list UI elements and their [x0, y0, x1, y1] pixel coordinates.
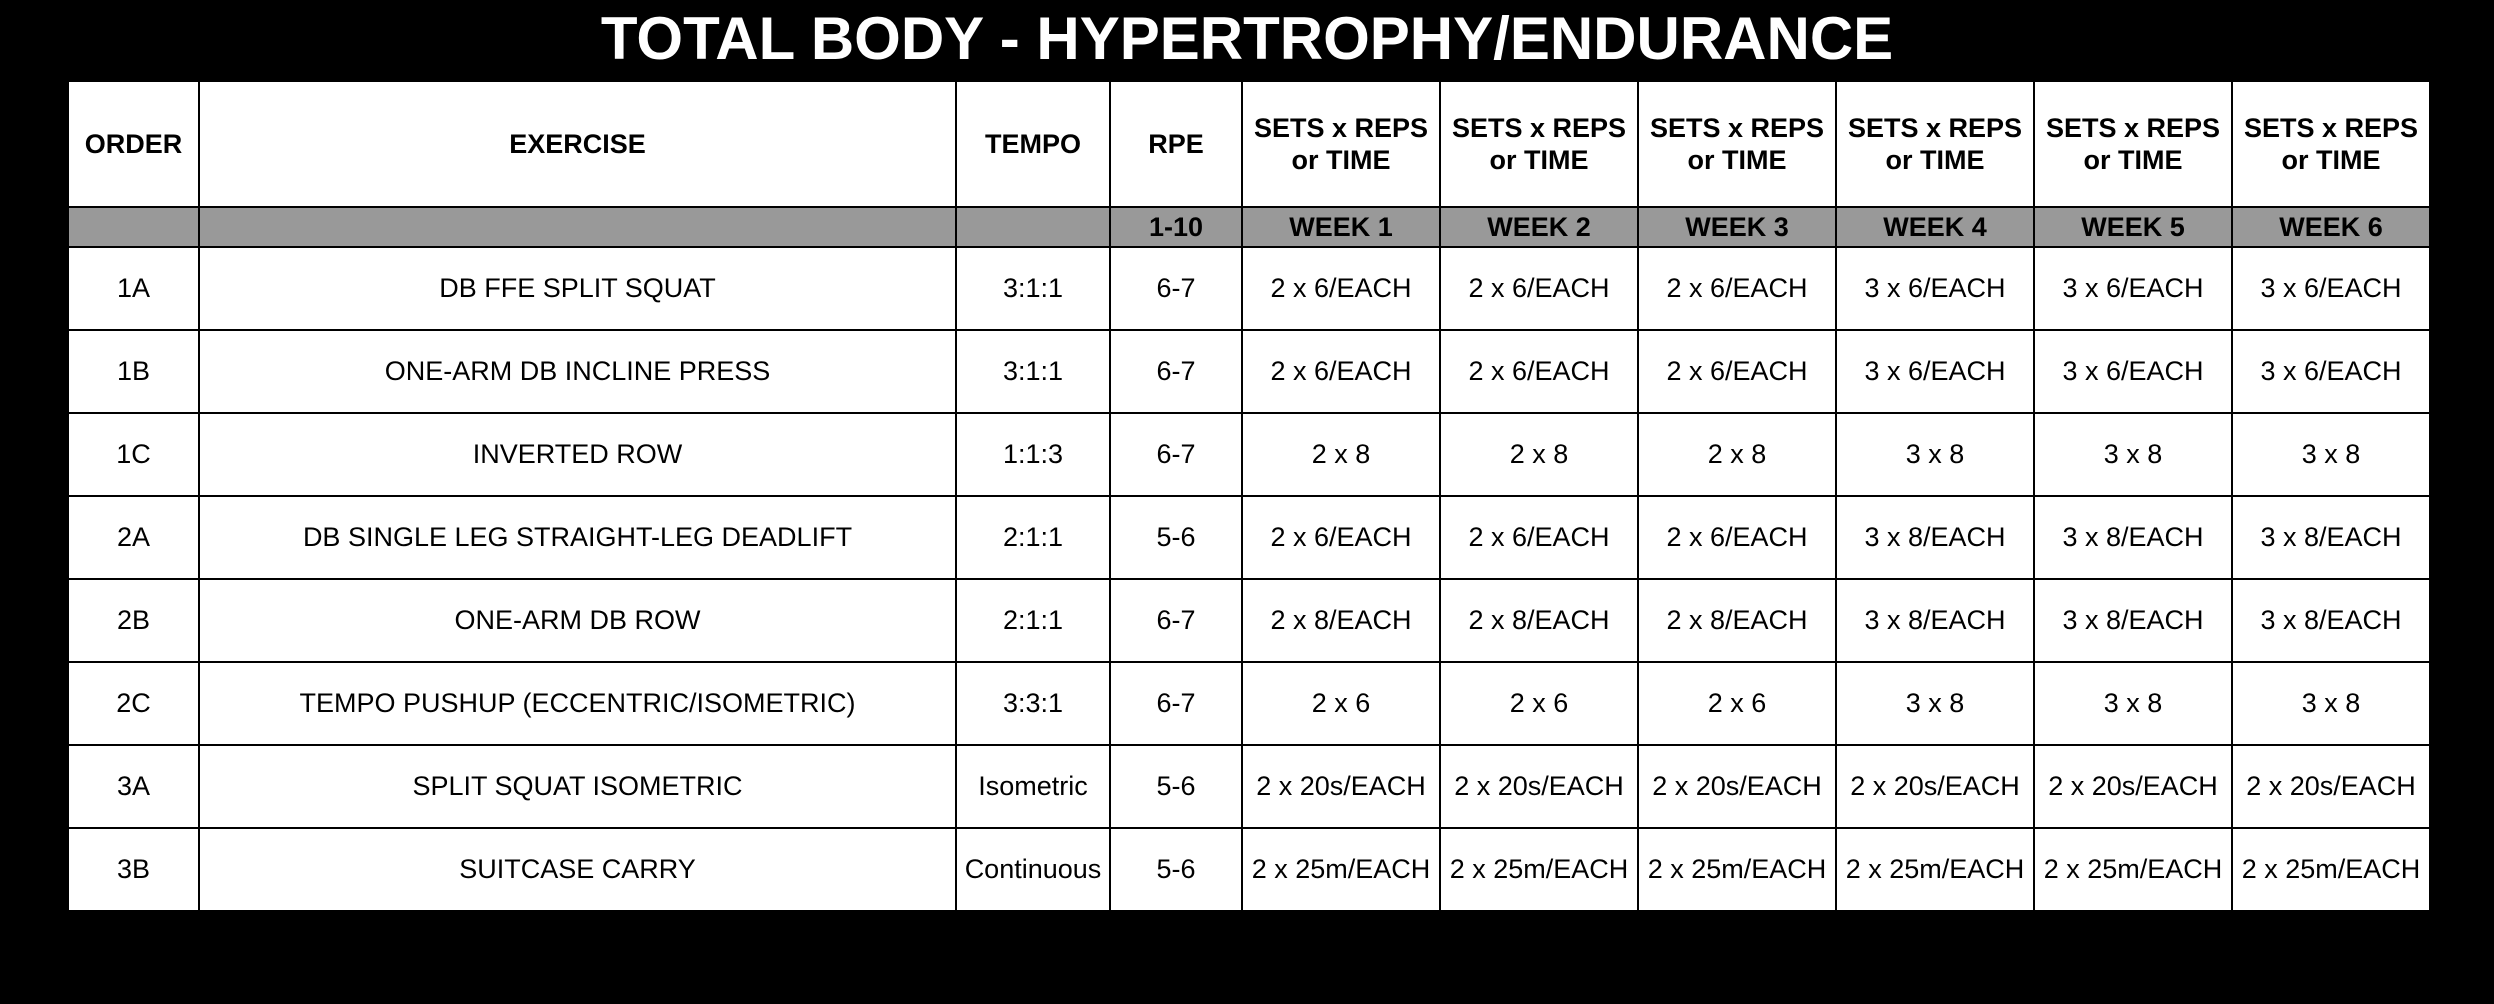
- week-label-5: WEEK 5: [2034, 207, 2232, 247]
- table-row: [68, 330, 2430, 413]
- week-5-cell: 2 x 25m/EACH: [2034, 828, 2232, 911]
- week-5-cell: 3 x 8: [2034, 413, 2232, 496]
- column-header-sets-week-2: [1440, 81, 1638, 207]
- rpe-cell: 5-6: [1110, 745, 1242, 828]
- week-6-cell: 3 x 8: [2232, 413, 2430, 496]
- order-cell: 1A: [68, 247, 199, 330]
- week-2-cell: 2 x 20s/EACH: [1440, 745, 1638, 828]
- week-5-cell: 2 x 20s/EACH: [2034, 745, 2232, 828]
- column-header-exercise: EXERCISE: [199, 81, 956, 207]
- column-header-sets-week-1: [1242, 81, 1440, 207]
- week-2-cell: 2 x 6/EACH: [1440, 247, 1638, 330]
- week-4-cell: 3 x 6/EACH: [1836, 330, 2034, 413]
- tempo-cell: Continuous: [956, 828, 1110, 911]
- tempo-cell: 2:1:1: [956, 579, 1110, 662]
- week-3-cell: 2 x 25m/EACH: [1638, 828, 1836, 911]
- sets-header-line1: SETS x REPS: [1847, 113, 2023, 143]
- rpe-cell: 6-7: [1110, 662, 1242, 745]
- order-cell: 3A: [68, 745, 199, 828]
- column-header-tempo: TEMPO: [956, 81, 1110, 207]
- column-header-sets-week-3: [1638, 81, 1836, 207]
- sets-header-line2: or TIME: [1885, 145, 1985, 175]
- sets-header-line1: SETS x REPS: [1451, 113, 1627, 143]
- sets-header-line2: or TIME: [1291, 145, 1391, 175]
- table-row: [68, 828, 2430, 911]
- week-header-row: [68, 207, 2430, 247]
- week-3-cell: 2 x 6/EACH: [1638, 496, 1836, 579]
- week-label-1: WEEK 1: [1242, 207, 1440, 247]
- sets-header-line2: or TIME: [1489, 145, 1589, 175]
- week-3-cell: 2 x 6: [1638, 662, 1836, 745]
- table-row: [68, 413, 2430, 496]
- exercise-cell: SPLIT SQUAT ISOMETRIC: [199, 745, 956, 828]
- rpe-cell: 5-6: [1110, 496, 1242, 579]
- week-4-cell: 2 x 25m/EACH: [1836, 828, 2034, 911]
- order-cell: 2B: [68, 579, 199, 662]
- week-3-cell: 2 x 6/EACH: [1638, 247, 1836, 330]
- week-2-cell: 2 x 6: [1440, 662, 1638, 745]
- week-label-6: WEEK 6: [2232, 207, 2430, 247]
- week-label-2: WEEK 2: [1440, 207, 1638, 247]
- week-5-cell: 3 x 8: [2034, 662, 2232, 745]
- exercise-cell: ONE-ARM DB ROW: [199, 579, 956, 662]
- rpe-cell: 5-6: [1110, 828, 1242, 911]
- tempo-cell: 3:3:1: [956, 662, 1110, 745]
- column-header-rpe: RPE: [1110, 81, 1242, 207]
- week-6-cell: 2 x 25m/EACH: [2232, 828, 2430, 911]
- week-6-cell: 3 x 8/EACH: [2232, 579, 2430, 662]
- sets-header-line1: SETS x REPS: [2045, 113, 2221, 143]
- tempo-cell: 1:1:3: [956, 413, 1110, 496]
- table-row: [68, 247, 2430, 330]
- rpe-cell: 6-7: [1110, 330, 1242, 413]
- page-title: TOTAL BODY - HYPERTROPHY/ENDURANCE: [600, 5, 1894, 72]
- rpe-cell: 6-7: [1110, 579, 1242, 662]
- column-header-order: ORDER: [68, 81, 199, 207]
- column-header-sets-week-5: [2034, 81, 2232, 207]
- exercise-cell: TEMPO PUSHUP (ECCENTRIC/ISOMETRIC): [199, 662, 956, 745]
- tempo-cell: Isometric: [956, 745, 1110, 828]
- week-4-cell: 3 x 8: [1836, 413, 2034, 496]
- exercise-cell: INVERTED ROW: [199, 413, 956, 496]
- rpe-cell: 6-7: [1110, 413, 1242, 496]
- order-cell: 2C: [68, 662, 199, 745]
- week-1-cell: 2 x 8/EACH: [1242, 579, 1440, 662]
- week-2-cell: 2 x 25m/EACH: [1440, 828, 1638, 911]
- week-2-cell: 2 x 8: [1440, 413, 1638, 496]
- week-label-4: WEEK 4: [1836, 207, 2034, 247]
- week-6-cell: 3 x 8: [2232, 662, 2430, 745]
- week-1-cell: 2 x 6/EACH: [1242, 496, 1440, 579]
- sets-header-line2: or TIME: [2083, 145, 2183, 175]
- order-cell: 1B: [68, 330, 199, 413]
- week-3-cell: 2 x 20s/EACH: [1638, 745, 1836, 828]
- week-1-cell: 2 x 6: [1242, 662, 1440, 745]
- week-5-cell: 3 x 8/EACH: [2034, 496, 2232, 579]
- rpe-range-label: 1-10: [1110, 207, 1242, 247]
- week-row-empty-cell: [68, 207, 199, 247]
- week-2-cell: 2 x 6/EACH: [1440, 330, 1638, 413]
- sets-header-line2: or TIME: [2281, 145, 2381, 175]
- column-header-row: [68, 81, 2430, 207]
- week-1-cell: 2 x 6/EACH: [1242, 330, 1440, 413]
- week-4-cell: 2 x 20s/EACH: [1836, 745, 2034, 828]
- week-label-3: WEEK 3: [1638, 207, 1836, 247]
- week-1-cell: 2 x 25m/EACH: [1242, 828, 1440, 911]
- week-6-cell: 3 x 8/EACH: [2232, 496, 2430, 579]
- week-2-cell: 2 x 6/EACH: [1440, 496, 1638, 579]
- week-row-empty-cell: [956, 207, 1110, 247]
- exercise-cell: DB FFE SPLIT SQUAT: [199, 247, 956, 330]
- tempo-cell: 2:1:1: [956, 496, 1110, 579]
- week-1-cell: 2 x 6/EACH: [1242, 247, 1440, 330]
- week-4-cell: 3 x 8/EACH: [1836, 579, 2034, 662]
- week-5-cell: 3 x 6/EACH: [2034, 330, 2232, 413]
- week-4-cell: 3 x 8: [1836, 662, 2034, 745]
- week-5-cell: 3 x 6/EACH: [2034, 247, 2232, 330]
- tempo-cell: 3:1:1: [956, 247, 1110, 330]
- sets-header-line1: SETS x REPS: [2243, 113, 2419, 143]
- week-2-cell: 2 x 8/EACH: [1440, 579, 1638, 662]
- week-3-cell: 2 x 6/EACH: [1638, 330, 1836, 413]
- order-cell: 1C: [68, 413, 199, 496]
- week-1-cell: 2 x 8: [1242, 413, 1440, 496]
- column-header-sets-week-4: [1836, 81, 2034, 207]
- sets-header-line1: SETS x REPS: [1649, 113, 1825, 143]
- week-3-cell: 2 x 8: [1638, 413, 1836, 496]
- column-header-sets-week-6: [2232, 81, 2430, 207]
- table-row: [68, 496, 2430, 579]
- sets-header-line1: SETS x REPS: [1253, 113, 1429, 143]
- week-3-cell: 2 x 8/EACH: [1638, 579, 1836, 662]
- week-1-cell: 2 x 20s/EACH: [1242, 745, 1440, 828]
- week-6-cell: 2 x 20s/EACH: [2232, 745, 2430, 828]
- week-5-cell: 3 x 8/EACH: [2034, 579, 2232, 662]
- week-4-cell: 3 x 6/EACH: [1836, 247, 2034, 330]
- week-6-cell: 3 x 6/EACH: [2232, 330, 2430, 413]
- table-row: [68, 745, 2430, 828]
- week-6-cell: 3 x 6/EACH: [2232, 247, 2430, 330]
- exercise-cell: DB SINGLE LEG STRAIGHT-LEG DEADLIFT: [199, 496, 956, 579]
- exercise-cell: ONE-ARM DB INCLINE PRESS: [199, 330, 956, 413]
- exercise-cell: SUITCASE CARRY: [199, 828, 956, 911]
- workout-table: [67, 80, 2431, 912]
- order-cell: 3B: [68, 828, 199, 911]
- table-row: [68, 579, 2430, 662]
- table-row: [68, 662, 2430, 745]
- order-cell: 2A: [68, 496, 199, 579]
- tempo-cell: 3:1:1: [956, 330, 1110, 413]
- week-4-cell: 3 x 8/EACH: [1836, 496, 2034, 579]
- rpe-cell: 6-7: [1110, 247, 1242, 330]
- week-row-empty-cell: [199, 207, 956, 247]
- sets-header-line2: or TIME: [1687, 145, 1787, 175]
